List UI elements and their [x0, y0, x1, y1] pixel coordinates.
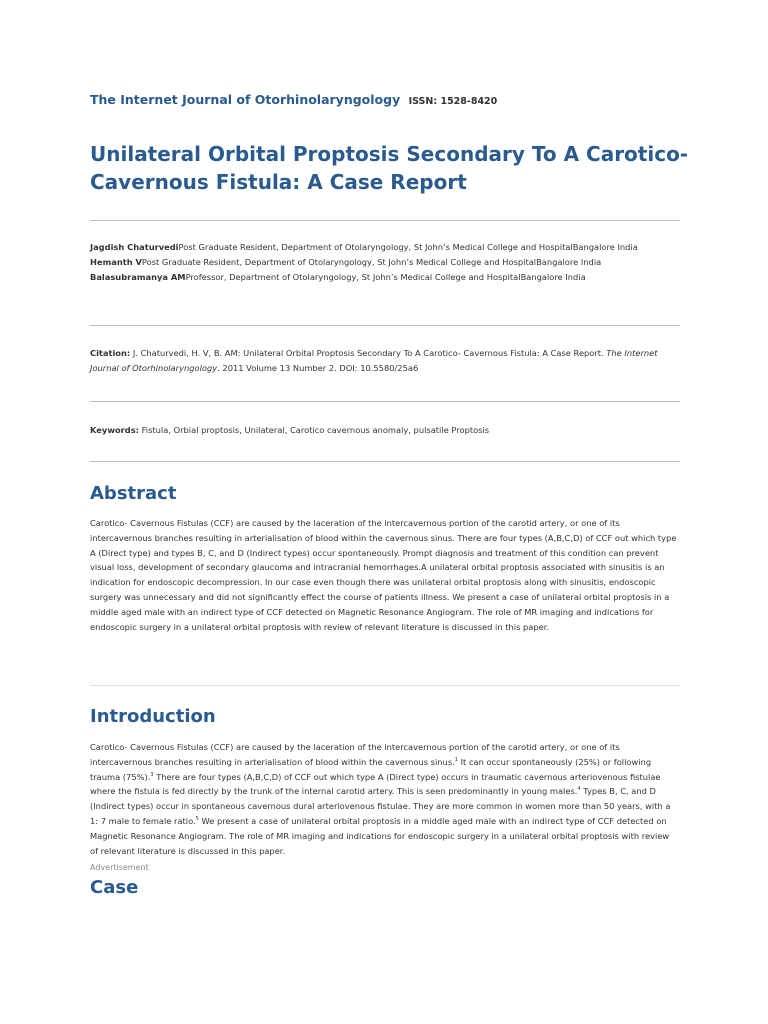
- keywords-label: Keywords:: [90, 425, 139, 435]
- case-heading: Case: [90, 877, 139, 898]
- abstract-text: Carotico- Cavernous Fistulas (CCF) are caused by the laceration of the intercavernous portion of the carotid artery, or one of its intercavernous branches resulting in arterialisation of blood within the cavernous sinus. There are four types (A,B,C,D) of CCF out which type A (Direct type) and types B, C, and D (Indirect types) occur spontaneously. Prompt diagnosis and treatment of this condition can prevent visual loss, development of secondary glaucoma and intracranial hemorrhages.A unilateral orbital proptosis associated with sinusitis is an indication for endoscopic decompression. In our case even though there was unilateral orbital proptosis along with sinusitis, endoscopic surgery was unnecessary and did not significantly effect the course of patients illness. We present a case of unilateral orbital proptosis in a middle aged male with an indirect type of CCF detected on Magnetic Resonance Angiogram. The role of MR imaging and indications for endoscopic surgery in a unilateral orbital proptosis with review of relevant literature is discussed in this paper.: [90, 518, 677, 632]
- journal-name: The Internet Journal of Otorhinolaryngology: [90, 92, 401, 107]
- introduction-text: [90, 740, 678, 858]
- author-affiliation: Post Graduate Resident, Department of Otolaryngology, St John’s Medical College and HospitalBangalore India: [178, 242, 638, 252]
- introduction-heading: Introduction: [90, 706, 216, 727]
- author-affiliation: Professor, Department of Otolaryngology, St John’s Medical College and HospitalBangalore India: [185, 272, 586, 282]
- divider: [90, 685, 680, 686]
- reference-marker: 5: [195, 816, 199, 823]
- reference-marker: 3: [150, 771, 154, 778]
- reference-marker: 1: [454, 757, 458, 764]
- divider: [90, 401, 680, 402]
- citation-details: . 2011 Volume 13 Number 2. DOI: 10.5580/25a6: [217, 363, 419, 373]
- citation-text: J. Chaturvedi, H. V, B. AM: Unilateral Orbital Proptosis Secondary To A Carotico- Cavernous Fistula: A Case Report.: [132, 348, 604, 358]
- author-entry: [90, 270, 680, 285]
- author-entry: [90, 240, 680, 255]
- journal-header: [90, 92, 497, 107]
- divider: [90, 325, 680, 326]
- keywords-text: Fistula, Orbial proptosis, Unilateral, Carotico cavernous anomaly, pulsatile Proptosis: [141, 425, 490, 435]
- issn-label: ISSN: 1528-8420: [408, 96, 498, 107]
- citation-label: Citation:: [90, 348, 131, 358]
- citation-journal: The Internet Journal of Otorhinolaryngology: [90, 348, 658, 373]
- abstract-heading: Abstract: [90, 483, 177, 504]
- author-affiliation: Post Graduate Resident, Department of Otolaryngology, St John’s Medical College and HospitalBangalore India: [141, 257, 602, 267]
- keywords-block: [90, 423, 680, 438]
- intro-text-segment: Types B, C, and D (Indirect types) occur in spontaneous cavernous dural arteriovenous fistulae. They are more common in women more than 50 years, with a 1: 7 male to female ratio.: [90, 786, 671, 826]
- advertisement-label: Advertisement: [90, 863, 149, 872]
- intro-text-segment: We present a case of unilateral orbital proptosis in a middle aged male with an indirect type of CCF detected on Magnetic Resonance Angiogram. The role of MR imaging and indications for endoscopic surgery in a unilateral orbital proptosis with review of relevant literature is discussed in this paper.: [90, 815, 670, 856]
- divider: [90, 461, 680, 462]
- author-name: Balasubramanya AM: [90, 272, 186, 282]
- citation-block: [90, 346, 680, 376]
- intro-text-segment: Carotico- Cavernous Fistulas (CCF) are caused by the laceration of the intercavernous portion of the carotid artery, or one of its intercavernous branches resulting in arterialisation of blood within the cavernous sinus.: [90, 742, 620, 767]
- author-list: [90, 240, 680, 285]
- article-title: Unilateral Orbital Proptosis Secondary To A Carotico- Cavernous Fistula: A Case Report: [90, 142, 689, 194]
- author-name: Hemanth V: [90, 257, 142, 267]
- author-name: Jagdish Chaturvedi: [90, 242, 179, 252]
- reference-marker: 4: [577, 786, 581, 793]
- intro-text-segment: There are four types (A,B,C,D) of CCF out which type A (Direct type) occurs in traumatic cavernous arteriovenous fistulae where the fistula is fed directly by the trunk of the internal carotid artery. This is seen predominantly in young males.: [90, 771, 661, 797]
- author-entry: [90, 255, 680, 270]
- divider: [90, 220, 680, 221]
- intro-text-segment: It can occur spontaneously (25%) or following trauma (75%).: [90, 756, 652, 782]
